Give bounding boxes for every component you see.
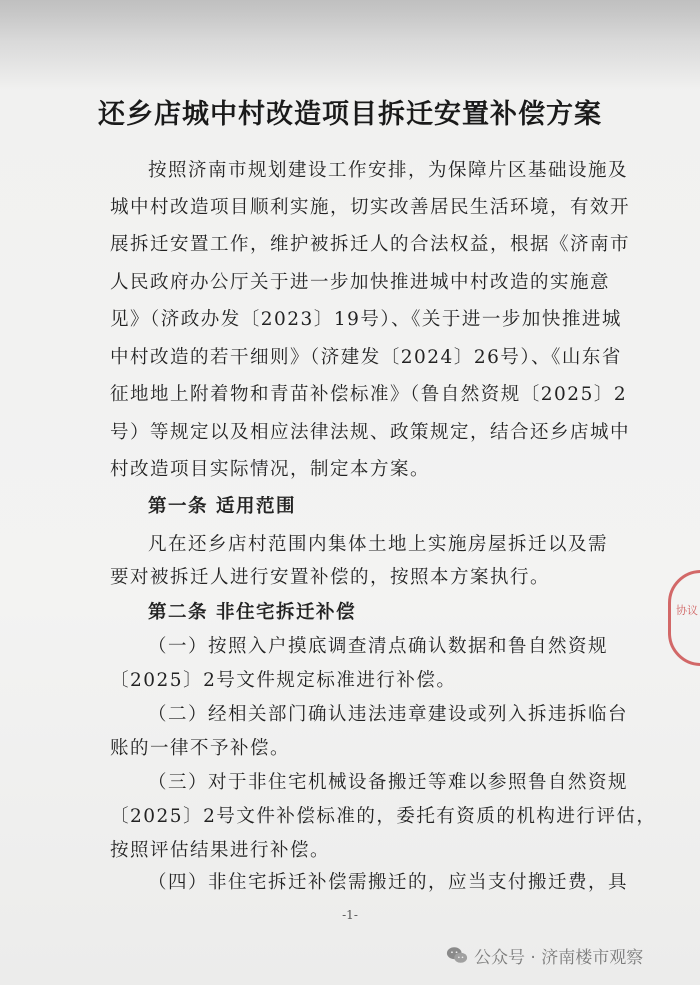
preamble-line: 展拆迁安置工作，维护被拆迁人的合法权益，根据《济南市 [110,234,631,255]
article1-line: 要对被拆迁人进行安置补偿的，按照本方案执行。 [110,567,551,589]
preamble-line: 号）等规定以及相应法律法规、政策规定，结合还乡店城中 [110,422,631,443]
article2-item1-line: （一）按照入户摸底调查清点确认数据和鲁自然资规 [148,636,609,658]
preamble-line: 见》（济政办发〔2023〕19号）、《关于进一步加快推进城 [110,309,622,330]
article2-item4-line: （四）非住宅拆迁补偿需搬迁的，应当支付搬迁费，具 [148,872,629,893]
watermark-text: 公众号 · 济南楼市观察 [474,947,644,968]
article2-item2-line: 账的一律不予补偿。 [110,737,291,759]
preamble-line: 征地地上附着物和青苗补偿标准》（鲁自然资规〔2025〕2 [110,384,628,405]
article2-item2-line: （二）经相关部门确认违法违章建设或列入拆违拆临台 [148,704,629,726]
red-seal-stamp [668,570,700,666]
preamble-line: 按照济南市规划建设工作安排，为保障片区基础设施及 [148,160,629,181]
article1-line: 凡在还乡店村范围内集体土地上实施房屋拆迁以及需 [148,534,609,555]
page-number: -1- [342,908,358,922]
article1-heading: 第一条 适用范围 [148,496,296,517]
preamble-line: 城中村改造项目顺利实施，切实改善居民生活环境，有效开 [110,197,631,218]
document-title: 还乡店城中村改造项目拆迁安置补偿方案 [98,99,602,130]
article2-item3-line: （三）对于非住宅机械设备搬迁等难以参照鲁自然资规 [148,772,629,793]
stamp-text: 协议 [676,604,698,617]
watermark [446,940,643,970]
wechat-icon [446,944,468,966]
preamble-line: 村改造项目实际情况，制定本方案。 [110,459,431,480]
article2-item3-line: 按照评估结果进行补偿。 [110,839,331,861]
paper-fold-shadow [0,0,700,90]
preamble-line: 人民政府办公厅关于进一步加快推进城中村改造的实施意 [110,272,611,293]
article2-item1-line: 〔2025〕2号文件规定标准进行补偿。 [110,669,457,691]
article2-item3-line: 〔2025〕2号文件补偿标准的，委托有资质的机构进行评估， [110,805,657,827]
article2-heading: 第二条 非住宅拆迁补偿 [148,601,356,623]
preamble-line: 中村改造的若干细则》（济建发〔2024〕26号）、《山东省 [110,347,622,368]
